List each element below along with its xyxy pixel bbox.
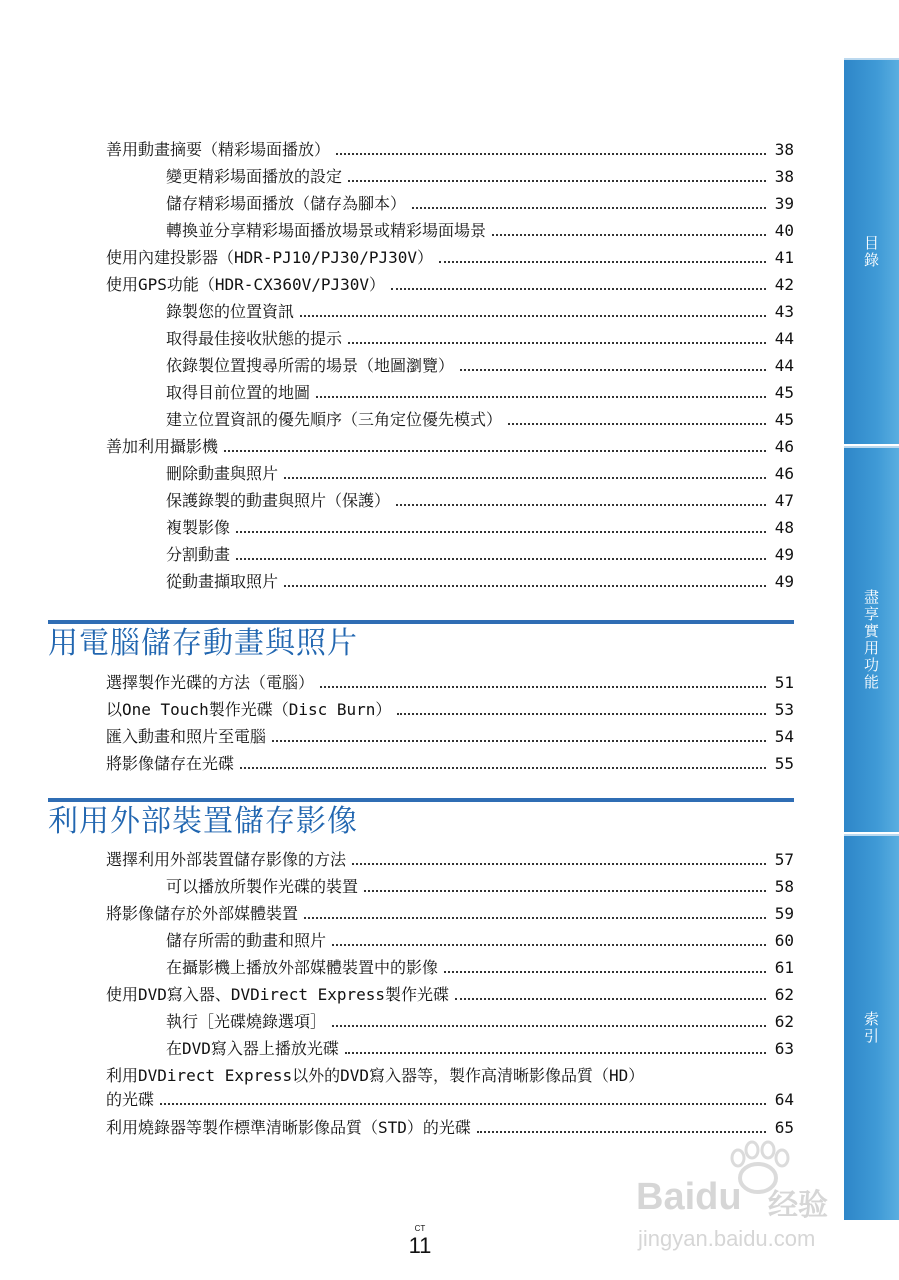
toc-entry-page: 62	[774, 985, 794, 1004]
leader-dots	[352, 863, 766, 865]
toc-entry[interactable]	[166, 217, 794, 241]
leader-dots	[336, 153, 766, 155]
toc-entry-label: 在DVD寫入器上播放光碟	[166, 1039, 339, 1058]
toc-entry[interactable]	[166, 1035, 794, 1059]
side-tab-contents[interactable]	[844, 58, 899, 444]
toc-entry-label: 刪除動畫與照片	[166, 464, 279, 483]
toc-entry-label: 的光碟	[106, 1090, 155, 1109]
toc-entry[interactable]	[166, 406, 794, 430]
toc-entry[interactable]	[166, 379, 794, 403]
toc-entry-page: 45	[774, 383, 794, 402]
side-tab-label: 盡享實用功能	[862, 589, 880, 691]
section-heading-text: 用電腦儲存動畫與照片	[48, 626, 358, 661]
toc-entry-page: 49	[774, 572, 794, 591]
toc-entry-page: 62	[774, 1012, 794, 1031]
toc-entry[interactable]	[106, 244, 794, 268]
toc-entry-page: 54	[774, 727, 794, 746]
toc-entry[interactable]	[166, 541, 794, 565]
toc-entry-page: 59	[774, 904, 794, 923]
toc-entry[interactable]	[166, 460, 794, 484]
toc-entry-page: 60	[774, 931, 794, 950]
toc-entry[interactable]	[166, 954, 794, 978]
toc-entry[interactable]	[106, 750, 794, 774]
toc-entry-label: 依錄製位置搜尋所需的場景（地圖瀏覽）	[166, 356, 455, 375]
toc-entry-page: 38	[774, 140, 794, 159]
toc-entry[interactable]	[166, 1008, 794, 1032]
leader-dots	[348, 342, 766, 344]
section-heading-external	[48, 798, 794, 840]
toc-entry-label: 選擇製作光碟的方法（電腦）	[106, 673, 315, 692]
toc-entry-label: 利用燒錄器等製作標準清晰影像品質（STD）的光碟	[106, 1118, 471, 1137]
toc-entry-label: 錄製您的位置資訊	[166, 302, 295, 321]
toc-entry-page: 61	[774, 958, 794, 977]
toc-entry[interactable]	[166, 487, 794, 511]
toc-entry-label: 建立位置資訊的優先順序（三角定位優先模式）	[166, 410, 503, 429]
toc-entry-page: 58	[774, 877, 794, 896]
toc-entry-page: 55	[774, 754, 794, 773]
side-tab-label: 目錄	[862, 235, 880, 269]
section-heading-computer	[48, 620, 794, 662]
leader-dots	[508, 423, 766, 425]
toc-entry-label: 保護錄製的動畫與照片（保護）	[166, 491, 391, 510]
leader-dots	[236, 531, 766, 533]
baidu-watermark	[636, 1140, 846, 1270]
toc-entry[interactable]	[166, 927, 794, 951]
toc-entry[interactable]	[106, 981, 794, 1005]
toc-entry-wrapped-first-line[interactable]	[106, 1064, 794, 1088]
toc-entry[interactable]	[166, 325, 794, 349]
toc-entry-page: 48	[774, 518, 794, 537]
toc-entry-label: 變更精彩場面播放的設定	[166, 167, 343, 186]
toc-entry[interactable]	[106, 136, 794, 160]
toc-entry-page: 51	[774, 673, 794, 692]
toc-entry[interactable]	[166, 514, 794, 538]
toc-entry-page: 63	[774, 1039, 794, 1058]
toc-entry[interactable]	[106, 846, 794, 870]
leader-dots	[439, 261, 766, 263]
toc-entry-label: 取得目前位置的地圖	[166, 383, 311, 402]
leader-dots	[284, 585, 766, 587]
toc-entry[interactable]	[106, 271, 794, 295]
toc-entry-label: 從動畫擷取照片	[166, 572, 279, 591]
toc-entry[interactable]	[166, 873, 794, 897]
leader-dots	[320, 686, 766, 688]
toc-entry-label: 將影像儲存於外部媒體裝置	[106, 904, 299, 923]
toc-entry-page: 65	[774, 1118, 794, 1137]
toc-entry-label: 可以播放所製作光碟的裝置	[166, 877, 359, 896]
toc-entry-page: 46	[774, 464, 794, 483]
toc-entry-label: 轉換並分享精彩場面播放場景或精彩場面場景	[166, 221, 487, 240]
toc-entry-label: 儲存精彩場面播放（儲存為腳本）	[166, 194, 407, 213]
toc-entry[interactable]	[106, 433, 794, 457]
toc-entry[interactable]	[166, 298, 794, 322]
toc-entry-page: 47	[774, 491, 794, 510]
leader-dots	[460, 369, 766, 371]
leader-dots	[332, 1025, 766, 1027]
leader-dots	[391, 288, 766, 290]
toc-entry-label: 複製影像	[166, 518, 231, 537]
toc-entry-label: 善用動畫摘要（精彩場面播放）	[106, 140, 331, 159]
toc-entry-label: 執行［光碟燒錄選項］	[166, 1012, 327, 1031]
leader-dots	[477, 1131, 766, 1133]
leader-dots	[236, 558, 766, 560]
toc-entry-page: 44	[774, 329, 794, 348]
leader-dots	[348, 180, 766, 182]
toc-entry[interactable]	[166, 190, 794, 214]
leader-dots	[284, 477, 766, 479]
leader-dots	[492, 234, 766, 236]
toc-entry-page: 38	[774, 167, 794, 186]
toc-entry[interactable]	[166, 163, 794, 187]
leader-dots	[304, 917, 766, 919]
toc-entry[interactable]	[106, 696, 794, 720]
toc-entry-label: 使用DVD寫入器、DVDirect Express製作光碟	[106, 985, 450, 1004]
toc-entry-label: 匯入動畫和照片至電腦	[106, 727, 267, 746]
watermark-brand: Baidu	[636, 1176, 742, 1218]
leader-dots	[444, 971, 766, 973]
toc-entry-page: 39	[774, 194, 794, 213]
toc-entry-page: 64	[774, 1090, 794, 1109]
toc-entry-page: 46	[774, 437, 794, 456]
toc-entry-label: 儲存所需的動畫和照片	[166, 931, 327, 950]
toc-entry[interactable]	[166, 352, 794, 376]
toc-entry-label: 在攝影機上播放外部媒體裝置中的影像	[166, 958, 439, 977]
toc-entry-label: 選擇利用外部裝置儲存影像的方法	[106, 850, 347, 869]
language-code: CT	[414, 1224, 426, 1233]
toc-entry-label: 以One Touch製作光碟（Disc Burn）	[106, 700, 392, 719]
leader-dots	[224, 450, 766, 452]
toc-entry[interactable]	[166, 568, 794, 592]
leader-dots	[160, 1103, 766, 1105]
toc-entry-page: 41	[774, 248, 794, 267]
leader-dots	[272, 740, 766, 742]
toc-entry-label: 善加利用攝影機	[106, 437, 219, 456]
leader-dots	[300, 315, 766, 317]
leader-dots	[240, 767, 766, 769]
toc-entry-wrapped-second-line[interactable]	[106, 1086, 794, 1110]
toc-entry-page: 45	[774, 410, 794, 429]
side-tab-index[interactable]	[844, 834, 899, 1220]
toc-entry-label: 使用內建投影器（HDR-PJ10/PJ30/PJ30V）	[106, 248, 434, 267]
toc-entry-page: 40	[774, 221, 794, 240]
toc-entry[interactable]	[106, 723, 794, 747]
toc-entry[interactable]	[106, 669, 794, 693]
leader-dots	[364, 890, 766, 892]
toc-entry-page: 53	[774, 700, 794, 719]
page-number: 11	[408, 1233, 432, 1258]
toc-entry-page: 57	[774, 850, 794, 869]
toc-entry-page: 42	[774, 275, 794, 294]
toc-entry-label: 分割動畫	[166, 545, 231, 564]
toc-entry[interactable]	[106, 1114, 794, 1138]
leader-dots	[397, 713, 766, 715]
toc-entry-page: 44	[774, 356, 794, 375]
toc-entry-page: 43	[774, 302, 794, 321]
toc-entry-label: 使用GPS功能（HDR-CX360V/PJ30V）	[106, 275, 386, 294]
leader-dots	[316, 396, 766, 398]
toc-entry-label: 將影像儲存在光碟	[106, 754, 235, 773]
leader-dots	[455, 998, 766, 1000]
watermark-label: 经验	[768, 1189, 828, 1222]
toc-entry[interactable]	[106, 900, 794, 924]
side-tab-useful-features[interactable]	[844, 446, 899, 832]
leader-dots	[396, 504, 766, 506]
toc-entry-label: 取得最佳接收狀態的提示	[166, 329, 343, 348]
side-tab-label: 索引	[862, 1011, 880, 1045]
leader-dots	[412, 207, 766, 209]
leader-dots	[332, 944, 766, 946]
leader-dots	[345, 1052, 766, 1054]
watermark-url: jingyan.baidu.com	[638, 1226, 816, 1251]
toc-entry-page: 49	[774, 545, 794, 564]
section-heading-text: 利用外部裝置儲存影像	[48, 804, 358, 839]
toc-entry-label: 利用DVDirect Express以外的DVD寫入器等，製作高清晰影像品質（HD）	[106, 1066, 645, 1085]
